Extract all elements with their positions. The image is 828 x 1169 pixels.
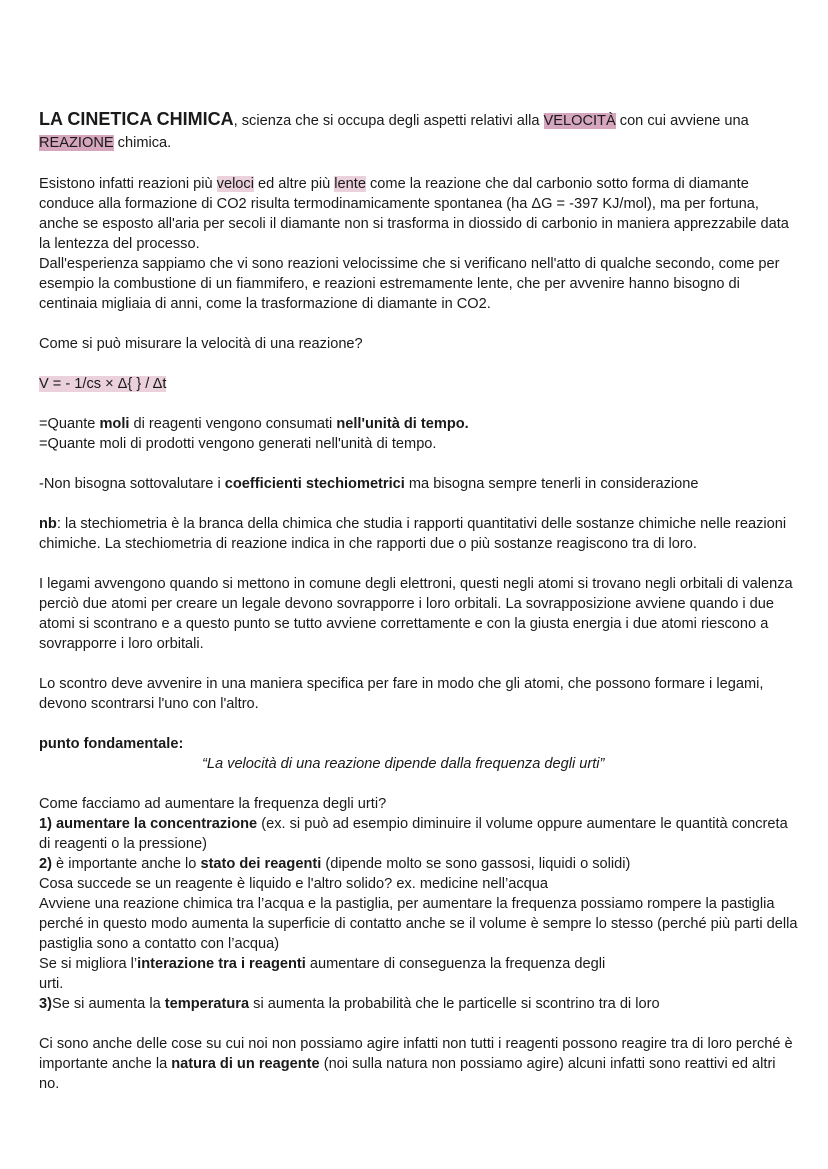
bold-moli: moli (99, 416, 130, 432)
urti-line-6: urti. (39, 976, 64, 992)
highlight-reazione: REAZIONE (39, 135, 114, 151)
text-span: ma bisogna sempre tenerli in considerazione (404, 476, 699, 492)
bold-label: punto fondamentale: (39, 736, 184, 752)
text-span: Se si migliora l’ (39, 956, 138, 972)
spacer (39, 714, 799, 734)
text-span: : la stechiometria è la branca della chimica che studia i rapporti quantitativi delle sostanze chimiche nelle reazioni chimiche. La stechiometria di reazione indica in che rapporti due o più sostanze reagiscono tra di loro. (39, 516, 787, 552)
text-span: di reagenti vengono consumati (129, 416, 337, 432)
reaction-speed-paragraph (39, 174, 799, 254)
key-quote: “La velocità di una reazione dipende dalla frequenza degli urti” (202, 756, 605, 772)
spacer (39, 654, 799, 674)
urti-item-3 (39, 994, 799, 1014)
bold-concentrazione: 1) aumentare la concentrazione (39, 816, 258, 832)
bold-temperatura: temperatura (164, 996, 250, 1012)
text-span: =Quante (39, 416, 100, 432)
spacer (39, 394, 799, 414)
intro-paragraph (39, 108, 799, 154)
spacer (39, 554, 799, 574)
legami-paragraph: I legami avvengono quando si mettono in comune degli elettroni, questi negli atomi si trovano negli orbitali di valenza perciò due atomi per creare un legale devono sovrapporre i loro orbitali. La sovrapposizione avviene quando i due atomi si scontrano e a questo punto se tutto avviene correttamente e con la giusta energia i due atomi riescono a sovrapporre i loro orbitali. (39, 576, 793, 652)
intro-text-3: chimica. (113, 135, 172, 151)
text-span: ed altre più (253, 176, 335, 192)
text-span: (ex. si può ad esempio diminuire il volume oppure aumentare le quantità concreta di reagenti o la pressione) (39, 816, 788, 852)
bold-number: 3) (39, 996, 52, 1012)
spacer (39, 154, 799, 174)
urti-item-2 (39, 854, 799, 874)
highlight-lente: lente (334, 176, 366, 192)
spacer (39, 454, 799, 474)
text-span: Esistono infatti reazioni più (39, 176, 217, 192)
text-span: si aumenta la probabilità che le particelle si scontrino tra di loro (249, 996, 660, 1012)
urti-item-1 (39, 814, 799, 854)
urti-question: Come facciamo ad aumentare la frequenza degli urti? (39, 796, 387, 812)
bold-coefficienti: coefficienti stechiometrici (224, 476, 405, 492)
bold-unita-tempo: nell'unità di tempo. (336, 416, 469, 432)
natura-paragraph (39, 1034, 799, 1094)
text-span: è importante anche lo (51, 856, 201, 872)
nb-paragraph (39, 514, 799, 554)
bold-number: 2) (39, 856, 52, 872)
bold-nb: nb (39, 516, 57, 532)
text-span: Se si aumenta la (51, 996, 165, 1012)
experience-paragraph: Dall'esperienza sappiamo che vi sono reazioni velocissime che si verificano nell'atto di qualche secondo, come per esempio la combustione di un fiammifero, e reazioni estremamente lente, che per avvenire hanno bisogno di centinaia migliaia di anni, come la trasformazione di diamante in CO2. (39, 256, 780, 312)
coefficients-line (39, 474, 799, 494)
highlight-veloci: veloci (216, 176, 254, 192)
intro-text-2: con cui avviene una (615, 113, 749, 129)
urti-line-4: Avviene una reazione chimica tra l’acqua e la pastiglia, per aumentare la frequenza possiamo rompere la pastiglia perché in questo modo aumenta la superficie di contatto anche se il volume è sempre lo stesso (perché più parti della pastiglia sono a contatto con l’acqua) (39, 896, 798, 952)
formula: V = - 1/cs × Δ{ } / Δt (39, 376, 167, 392)
bold-interazione: interazione tra i reagenti (137, 956, 306, 972)
text-span: (dipende molto se sono gassosi, liquidi o solidi) (321, 856, 631, 872)
text-span: Ci sono anche delle cose su cui noi non possiamo agire infatti non tutti i reagenti possono reagire tra di loro perché è importante anche la (39, 1036, 793, 1072)
text-span: come la reazione che dal carbonio sotto forma di diamante conduce alla formazione di CO2 risulta termodinamicamente spontanea (ha ΔG = -397 KJ/mol), ma per fortuna, anche se esposto all'aria per secoli il diamante non si trasforma in diossido di carbonio in maniera apprezzabile data la lentezza del processo. (39, 176, 789, 252)
intro-text-1: , scienza che si occupa degli aspetti relativi alla (233, 113, 544, 129)
text-span: (noi sulla natura non possiamo agire) alcuni infatti sono reattivi ed altri no. (39, 1056, 776, 1092)
spacer (39, 494, 799, 514)
spacer (39, 1014, 799, 1034)
moli-line-1 (39, 414, 799, 434)
punto-fondamentale-label (39, 734, 799, 754)
urti-line-5 (39, 954, 799, 974)
spacer (39, 774, 799, 794)
spacer (39, 354, 799, 374)
text-span: aumentare di conseguenza la frequenza degli (305, 956, 606, 972)
highlight-velocita: VELOCITÀ (543, 113, 616, 129)
formula-line (39, 374, 799, 394)
bold-natura: natura di un reagente (171, 1056, 320, 1072)
document-title: LA CINETICA CHIMICA (39, 109, 234, 129)
moli-line-2: =Quante moli di prodotti vengono generati nell'unità di tempo. (39, 436, 437, 452)
document-page (39, 108, 799, 1094)
bold-stato-reagenti: stato dei reagenti (200, 856, 322, 872)
scontro-paragraph: Lo scontro deve avvenire in una maniera specifica per fare in modo che gli atomi, che possono formare i legami, devono scontrarsi l'uno con l'altro. (39, 676, 764, 712)
spacer (39, 314, 799, 334)
urti-line-3: Cosa succede se un reagente è liquido e l'altro solido? ex. medicine nell’acqua (39, 876, 549, 892)
question-line: Come si può misurare la velocità di una reazione? (39, 336, 363, 352)
text-span: -Non bisogna sottovalutare i (39, 476, 225, 492)
